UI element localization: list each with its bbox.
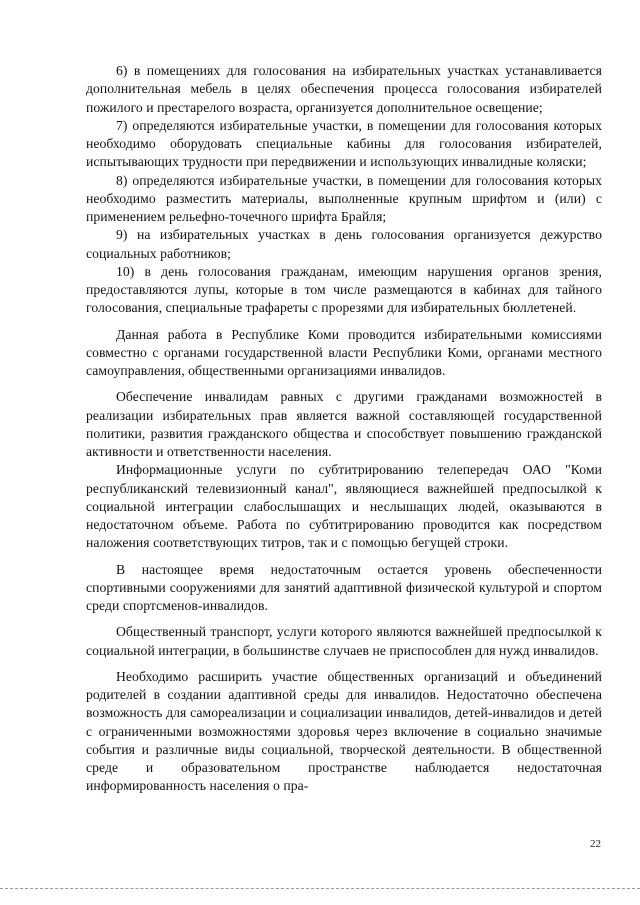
list-item-10: 10) в день голосования гражданам, имеющим нарушения органов зрения, предоставляются лупы, которые в том числе размещаются в кабинах для тайного голосования, специальные трафареты с прорезями для избирательных бюллетеней. [86,263,602,316]
list-item-7: 7) определяются избирательные участки, в помещении для голосования которых необходимо оборудовать специальные кабины для голосования избирателей, испытывающих трудности при передвижении и использующих инвалидные коляски; [86,117,602,170]
list-item-6: 6) в помещениях для голосования на избирательных участках устанавливается дополнительная мебель в целях обеспечения процесса голосования избирателей пожилого и престарелого возраста, организуется дополнительное освещение; [86,63,602,115]
paragraph: Необходимо расширить участие общественных организаций и объединений родителей в создании адаптивной среды для инвалидов. Недостаточно обеспечена возможность для самореализации и социализации инвалидов, детей-инвалидов и детей с ограниченными возможностями здоровья через включение в социально значимые события и различные виды социальной, творческой деятельности. В общественной среде и образовательном пространстве наблюдается недостаточная информированность населения о пра- [86,668,602,794]
list-item-9: 9) на избирательных участках в день голосования организуется дежурство социальных работников; [86,227,602,261]
paragraph: Общественный транспорт, услуги которого являются важнейшей предпосылкой к социальной интеграции, в большинстве случаев не приспособлен для нужд инвалидов. [86,624,602,658]
paragraph: Данная работа в Республике Коми проводится избирательными комиссиями совместно с органами государственной власти Республики Коми, органами местного самоуправления, общественными организациями инвалидов. [86,326,602,378]
body-text [86,62,602,796]
paragraph: Обеспечение инвалидам равных с другими гражданами возможностей в реализации избирательных прав является важной составляющей государственной политики, развития гражданского общества и способствует повышению гражданской активности и ответственности населения. [86,389,602,459]
list-item-8: 8) определяются избирательные участки, в помещении для голосования которых необходимо разместить материалы, выполненные крупным шрифтом и (или) с применением рельефно-точечного шрифта Брайля; [86,172,602,224]
paragraph: В настоящее время недостаточным остается уровень обеспеченности спортивными сооружениями для занятий адаптивной физической культурой и спортом среди спортсменов-инвалидов. [86,561,602,613]
paragraph: Информационные услуги по субтитрированию телепередач ОАО "Коми республиканский телевизионный канал", являющиеся важнейшей предпосылкой к социальной интеграции слабослышащих и неслышащих людей, оказываются в недостаточном объеме. Работа по субтитрированию проводится как посредством наложения соответствующих титров, так и с помощью бегущей строки. [86,462,602,551]
page-number: 22 [590,838,601,850]
bottom-divider [0,888,640,889]
